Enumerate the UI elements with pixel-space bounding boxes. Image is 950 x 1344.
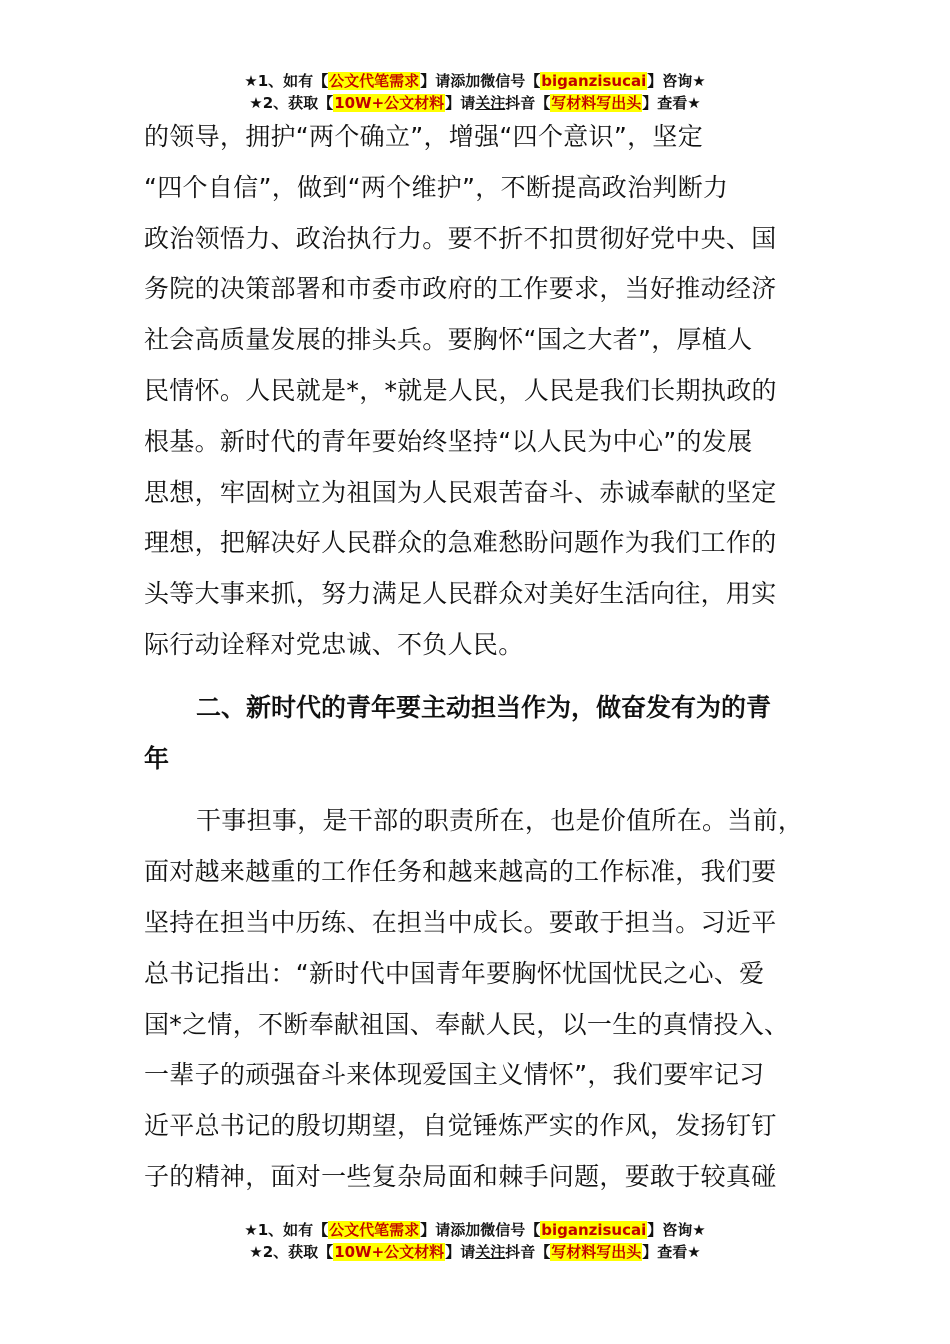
- paragraph-1: [144, 112, 824, 671]
- banner-line-2: ★2、获取【10W+公文材料】请关注抖音【写材料写出头】查看★: [249, 1243, 701, 1261]
- underlined-follow: 关注: [475, 94, 506, 112]
- footer-banner: [0, 1219, 950, 1263]
- text-line: 际行动诠释对党忠诚、不负人民。: [144, 629, 524, 659]
- text-line: 近平总书记的殷切期望，自觉锤炼严实的作风，发扬钉钉: [144, 1111, 777, 1141]
- banner-line-2: ★2、获取【10W+公文材料】请关注抖音【写材料写出头】查看★: [249, 94, 701, 112]
- text-line: 国*之情，不断奉献祖国、奉献人民，以一生的真情投入、: [144, 1009, 790, 1039]
- highlight-materials: 10W+公文材料: [334, 1243, 445, 1261]
- text-line: 干事担事，是干部的职责所在，也是价值所在。当前，: [196, 806, 804, 836]
- paragraph-2: [144, 796, 824, 1202]
- heading-line: 二、新时代的青年要主动担当作为，做奋发有为的青: [196, 692, 772, 722]
- banner-line-1: ★1、如有【公文代笔需求】请添加微信号【biganzisucai】咨询★: [244, 72, 706, 90]
- text-line: 根基。新时代的青年要始终坚持“以人民为中心”的发展: [144, 426, 753, 456]
- header-banner: [0, 70, 950, 114]
- heading-line: 年: [144, 743, 170, 773]
- text-line: 的领导，拥护“两个确立”，增强“四个意识”，坚定: [144, 122, 704, 151]
- text-line: 思想，牢固树立为祖国为人民艰苦奋斗、赤诚奉献的坚定: [144, 477, 777, 507]
- text-line: 子的精神，面对一些复杂局面和棘手问题，要敢于较真碰: [144, 1161, 777, 1191]
- banner-line-1: ★1、如有【公文代笔需求】请添加微信号【biganzisucai】咨询★: [244, 1221, 706, 1239]
- document-body: [144, 112, 824, 1203]
- text-line: 总书记指出：“新时代中国青年要胸怀忧国忧民之心、爱: [144, 958, 765, 988]
- section-heading: [144, 683, 824, 785]
- text-line: 政治领悟力、政治执行力。要不折不扣贯彻好党中央、国: [144, 223, 777, 253]
- text-line: 面对越来越重的工作任务和越来越高的工作标准，我们要: [144, 857, 777, 887]
- highlight-douyin: 写材料写出头: [551, 94, 642, 112]
- text-line: 理想，把解决好人民群众的急难愁盼问题作为我们工作的: [144, 528, 777, 558]
- text-line: “四个自信”，做到“两个维护”，不断提高政治判断力: [144, 172, 729, 202]
- highlight-materials: 10W+公文材料: [334, 94, 445, 112]
- text-line: 头等大事来抓，努力满足人民群众对美好生活向往，用实: [144, 579, 777, 609]
- highlight-wechat-id: biganzisucai: [541, 1221, 647, 1239]
- text-line: 一辈子的顽强奋斗来体现爱国主义情怀”，我们要牢记习: [144, 1060, 765, 1090]
- text-line: 民情怀。人民就是*，*就是人民，人民是我们长期执政的: [144, 375, 777, 405]
- highlight-wechat-id: biganzisucai: [541, 72, 647, 90]
- text-line: 务院的决策部署和市委市政府的工作要求，当好推动经济: [144, 274, 777, 304]
- highlight-service: 公文代笔需求: [329, 72, 420, 90]
- highlight-service: 公文代笔需求: [329, 1221, 420, 1239]
- text-line: 坚持在担当中历练、在担当中成长。要敢于担当。习近平: [144, 907, 777, 937]
- text-line: 社会高质量发展的排头兵。要胸怀“国之大者”，厚植人: [144, 325, 753, 355]
- underlined-follow: 关注: [475, 1243, 506, 1261]
- highlight-douyin: 写材料写出头: [551, 1243, 642, 1261]
